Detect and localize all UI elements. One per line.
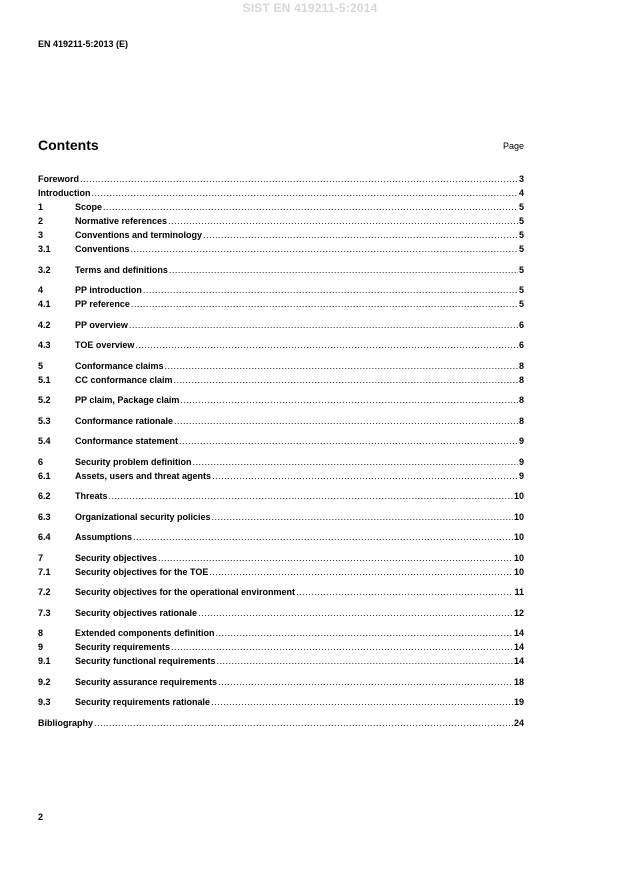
toc-dot-leader [129,318,518,332]
toc-entry-page: 8 [518,360,524,371]
toc-entry[interactable] [38,263,524,284]
toc-entry[interactable] [38,489,524,510]
toc-entry-number: 9 [38,642,44,652]
toc-entry-page: 5 [518,264,524,275]
toc-entry-number: 9.2 [38,676,51,687]
toc-entry-page: 5 [518,244,524,254]
toc-entry-page: 10 [513,532,524,542]
toc-dot-leader [211,695,513,709]
toc-entry[interactable] [38,393,524,414]
toc-entry-title: Scope [75,202,103,212]
toc-entry-title: Conformance statement [75,436,179,446]
toc-entry-title: Security objectives rationale [75,607,198,618]
toc-entry[interactable] [38,242,524,263]
toc-entry-number: 4.3 [38,340,51,350]
toc-entry-page: 5 [518,230,524,240]
toc-dot-leader [133,530,513,544]
toc-dot-leader [171,640,513,654]
toc-entry-title: TOE overview [75,340,135,350]
toc-dot-leader [174,414,518,428]
toc-entry-page: 14 [513,642,524,652]
watermark: SIST EN 419211-5:2014 [242,1,378,15]
toc-entry-page: 19 [513,697,524,707]
toc-entry-page: 14 [513,656,524,666]
toc-entry-page: 12 [513,607,524,618]
page-number: 2 [38,812,44,822]
toc-entry[interactable] [38,283,524,297]
toc-entry-page: 18 [513,676,524,687]
toc-dot-leader [168,214,518,228]
toc-entry-page: 9 [518,436,524,446]
toc-entry-title: Security requirements rationale [75,697,211,707]
toc-entry-page: 14 [513,628,524,638]
toc-dot-leader [296,585,513,599]
toc-entry-page: 9 [518,456,524,467]
toc-entry[interactable] [38,640,524,654]
toc-entry-title: CC conformance claim [75,374,173,385]
toc-entry-title: Security functional requirements [75,656,216,666]
toc-entry-title: PP overview [75,319,128,330]
toc-dot-leader [143,283,518,297]
toc-entry[interactable] [38,172,524,186]
toc-entry[interactable] [38,297,524,318]
toc-entry-page: 10 [513,566,524,577]
contents-title: Contents [38,137,99,153]
toc-entry-number: 4 [38,285,44,295]
toc-entry[interactable] [38,318,524,339]
toc-dot-leader [209,565,513,579]
toc-entry-number: 2 [38,216,44,226]
toc-dot-leader [80,172,518,186]
toc-entry-page: 5 [518,216,524,226]
toc-entry-title: Conventions [75,244,130,254]
toc-entry[interactable] [38,200,524,214]
toc-entry-page: 6 [518,319,524,330]
toc-entry[interactable] [38,373,524,394]
toc-entry-title: Security requirements [75,642,171,652]
toc-entry-title: Conventions and terminology [75,230,203,240]
toc-dot-leader [212,469,518,483]
toc-entry-title: Assumptions [75,532,133,542]
toc-dot-leader [94,716,513,730]
toc-dot-leader [216,626,513,640]
toc-entry-number: 6.2 [38,491,51,501]
toc-entry-title: PP claim, Package claim [75,395,180,405]
toc-entry-title: Extended components definition [75,628,215,638]
toc-entry-number: 8 [38,628,44,638]
toc-entry[interactable] [38,469,524,490]
toc-entry-page: 9 [518,470,524,481]
toc-entry-title: Bibliography [38,717,94,728]
toc-dot-leader [218,675,513,689]
toc-entry-number: 7.3 [38,607,51,618]
toc-dot-leader [212,510,513,524]
toc-entry-page: 24 [513,717,524,728]
toc-entry-title: Security objectives for the TOE [75,566,209,577]
toc-entry-title: Foreword [38,174,80,184]
toc-entry-page: 10 [513,511,524,522]
toc-entry[interactable] [38,510,524,531]
toc-entry[interactable] [38,455,524,469]
toc-entry[interactable] [38,551,524,565]
toc-dot-leader [217,654,513,668]
toc-entry[interactable] [38,359,524,373]
toc-entry-title: Threats [75,491,108,501]
toc-entry-number: 5 [38,360,44,371]
toc-dot-leader [174,373,518,387]
toc-entry[interactable] [38,585,524,606]
toc-entry-page: 5 [518,299,524,309]
table-of-contents [38,172,524,730]
toc-entry[interactable] [38,338,524,359]
toc-entry-title: Assets, users and threat agents [75,470,212,481]
toc-entry[interactable] [38,606,524,627]
toc-dot-leader [135,338,518,352]
toc-entry[interactable] [38,716,524,730]
toc-entry-number: 6.3 [38,511,51,522]
toc-entry[interactable] [38,414,524,435]
toc-entry-title: Normative references [75,216,168,226]
page-column-heading: Page [502,141,524,151]
document-id: EN 419211-5:2013 (E) [38,39,129,49]
toc-entry[interactable] [38,626,524,640]
toc-entry-title: Terms and definitions [75,264,168,275]
toc-entry-title: Conformance claims [75,360,164,371]
toc-entry-page: 8 [518,395,524,405]
toc-entry-title: Organizational security policies [75,511,211,522]
toc-entry-page: 11 [514,587,524,597]
toc-dot-leader [92,186,518,200]
toc-entry-number: 6.1 [38,470,51,481]
toc-entry-page: 10 [513,491,524,501]
toc-entry-number: 7 [38,552,44,563]
toc-dot-leader [131,242,518,256]
toc-entry-number: 4.1 [38,299,51,309]
toc-entry-title: PP reference [75,299,130,309]
toc-dot-leader [179,434,518,448]
toc-entry-number: 6 [38,456,44,467]
toc-entry-number: 3.1 [38,244,51,254]
toc-entry-title: Introduction [38,188,91,198]
toc-dot-leader [180,393,518,407]
toc-entry[interactable] [38,675,524,696]
toc-entry-number: 5.4 [38,436,51,446]
toc-entry-page: 3 [518,174,524,184]
toc-entry-number: 5.3 [38,415,51,426]
toc-entry-number: 1 [38,202,44,212]
toc-entry-page: 10 [513,552,524,563]
toc-entry-page: 8 [518,374,524,385]
toc-entry-title: Security objectives for the operational environment [75,587,296,597]
toc-entry-number: 4.2 [38,319,51,330]
toc-entry[interactable] [38,434,524,455]
toc-entry[interactable] [38,530,524,551]
toc-entry-title: Conformance rationale [75,415,174,426]
toc-entry-title: Security problem definition [75,456,192,467]
toc-entry-number: 5.1 [38,374,51,385]
toc-dot-leader [109,489,513,503]
toc-entry-title: Security assurance requirements [75,676,218,687]
toc-dot-leader [203,228,518,242]
toc-dot-leader [103,200,518,214]
toc-entry[interactable] [38,214,524,228]
toc-dot-leader [131,297,518,311]
toc-dot-leader [165,359,518,373]
toc-entry-page: 8 [518,415,524,426]
toc-entry-page: 6 [518,340,524,350]
toc-entry[interactable] [38,654,524,675]
toc-entry[interactable] [38,228,524,242]
toc-entry-number: 3.2 [38,264,51,275]
toc-entry-page: 4 [518,188,524,198]
toc-dot-leader [158,551,513,565]
toc-entry-title: Security objectives [75,552,158,563]
toc-entry[interactable] [38,695,524,716]
toc-dot-leader [198,606,513,620]
toc-entry-page: 5 [518,285,524,295]
toc-entry-title: PP introduction [75,285,142,295]
toc-entry-number: 6.4 [38,532,51,542]
toc-entry-number: 7.1 [38,566,51,577]
toc-entry[interactable] [38,186,524,200]
toc-entry-number: 9.3 [38,697,51,707]
toc-entry-number: 3 [38,230,44,240]
toc-entry-number: 9.1 [38,656,51,666]
toc-entry[interactable] [38,565,524,586]
toc-dot-leader [193,455,518,469]
toc-entry-number: 7.2 [38,587,51,597]
toc-dot-leader [169,263,518,277]
toc-entry-page: 5 [518,202,524,212]
toc-entry-number: 5.2 [38,395,51,405]
